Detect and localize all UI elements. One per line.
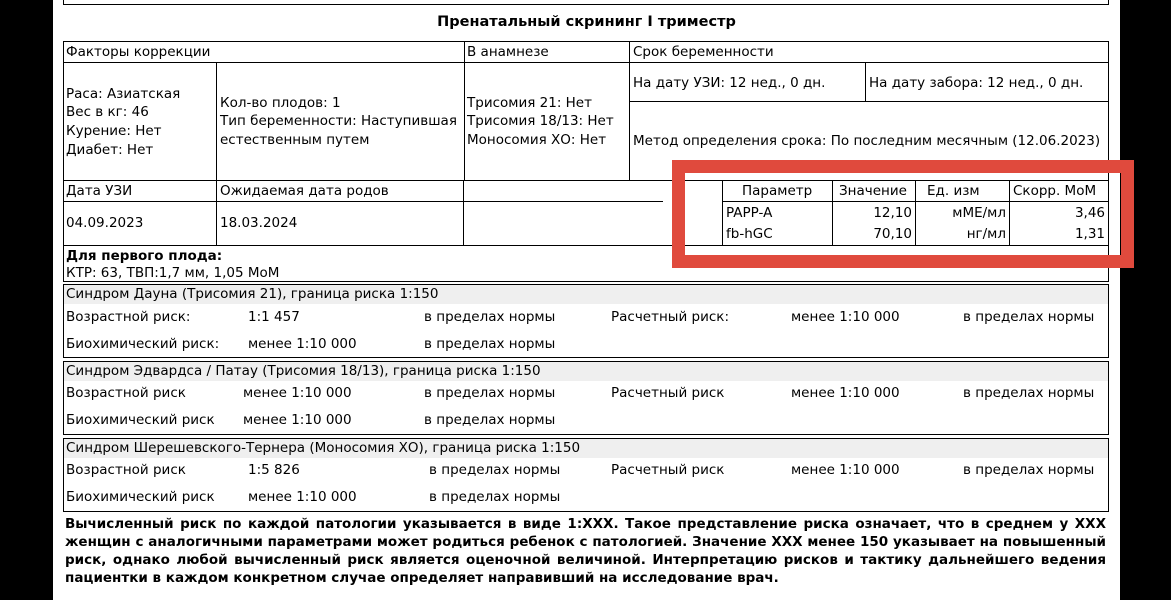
bio-risk-value: менее 1:10 000 [248, 336, 357, 352]
param-value: 70,10 [873, 226, 912, 242]
bio-risk-label: Биохимический риск [66, 489, 215, 505]
syndrome-title: Синдром Шерешевского-Тернера (Моносомия ХО), граница риска 1:150 [66, 440, 581, 456]
term-us-date: На дату УЗИ: 12 нед., 0 дн. [633, 75, 826, 91]
calc-risk-value: менее 1:10 000 [791, 462, 900, 478]
race: Раса: Азиатская [66, 86, 181, 102]
highlight-annotation-box [672, 160, 1134, 268]
calc-risk-status: в пределах нормы [963, 462, 1095, 478]
age-risk-value: менее 1:10 000 [243, 385, 352, 401]
due-date-value: 18.03.2024 [220, 215, 298, 231]
mom-header: Скорр. МоМ [1013, 183, 1097, 199]
calc-risk-status: в пределах нормы [963, 309, 1095, 325]
age-risk-status: в пределах нормы [429, 462, 561, 478]
syndrome-title: Синдром Дауна (Трисомия 21), граница риска 1:150 [66, 286, 439, 302]
age-risk-status: в пределах нормы [424, 385, 556, 401]
term-header: Срок беременности [633, 44, 774, 60]
age-risk-value: 1:5 826 [248, 462, 300, 478]
fetus-count: Кол-во плодов: 1 [220, 95, 341, 111]
age-risk-value: 1:1 457 [248, 309, 300, 325]
age-risk-label: Возрастной риск [66, 385, 186, 401]
diabetes: Диабет: Нет [66, 142, 154, 158]
anamnesis-t21: Трисомия 21: Нет [467, 95, 592, 111]
pregnancy-type-cont: естественным путем [220, 132, 370, 148]
calc-risk-value: менее 1:10 000 [791, 309, 900, 325]
calc-risk-label: Расчетный риск: [611, 309, 729, 325]
pregnancy-type: Тип беременности: Наступившая [220, 113, 457, 129]
anamnesis-header: В анамнезе [467, 44, 549, 60]
bio-risk-label: Биохимический риск [66, 412, 215, 428]
param-mom: 3,46 [1074, 205, 1105, 221]
first-fetus-values: КТР: 63, ТВП:1,7 мм, 1,05 МоМ [66, 265, 280, 281]
smoking: Курение: Нет [66, 123, 162, 139]
unit-header: Ед. изм [927, 183, 980, 199]
previous-table-edge [63, 0, 1109, 5]
calc-risk-status: в пределах нормы [963, 385, 1095, 401]
bio-risk-status: в пределах нормы [429, 489, 561, 505]
term-method: Метод определения срока: По последним месячным (12.06.2023) [633, 133, 1101, 149]
bio-risk-value: менее 1:10 000 [243, 412, 352, 428]
age-risk-status: в пределах нормы [424, 309, 556, 325]
value-header: Значение [839, 183, 907, 199]
param-unit: мМЕ/мл [952, 205, 1006, 221]
age-risk-label: Возрастной риск: [66, 309, 191, 325]
first-fetus-label: Для первого плода: [66, 248, 223, 264]
document-page [53, 0, 1120, 600]
anamnesis-t18: Трисомия 18/13: Нет [467, 113, 614, 129]
param-name: fb-hGC [726, 226, 773, 242]
param-name: PAPP-A [726, 205, 773, 221]
param-mom: 1,31 [1074, 226, 1105, 242]
us-date-value: 04.09.2023 [66, 215, 144, 231]
bio-risk-status: в пределах нормы [424, 336, 556, 352]
anamnesis-mx: Моносомия ХО: Нет [467, 132, 607, 148]
calc-risk-label: Расчетный риск [611, 462, 725, 478]
term-sample-date: На дату забора: 12 нед., 0 дн. [869, 75, 1084, 91]
factors-header: Факторы коррекции [66, 44, 211, 60]
due-date-label: Ожидаемая дата родов [220, 183, 389, 199]
param-header: Параметр [742, 183, 813, 199]
syndrome-title: Синдром Эдвардса / Патау (Трисомия 18/13), граница риска 1:150 [66, 363, 541, 379]
param-value: 12,10 [873, 205, 912, 221]
age-risk-label: Возрастной риск [66, 462, 186, 478]
us-date-label: Дата УЗИ [66, 183, 133, 199]
page-title: Пренатальный скрининг I триместр [437, 14, 736, 30]
calc-risk-label: Расчетный риск [611, 385, 725, 401]
bio-risk-status: в пределах нормы [424, 412, 556, 428]
param-unit: нг/мл [966, 226, 1006, 242]
bio-risk-label: Биохимический риск: [66, 336, 220, 352]
calc-risk-value: менее 1:10 000 [791, 385, 900, 401]
bio-risk-value: менее 1:10 000 [248, 489, 357, 505]
risk-explanation-note: Вычисленный риск по каждой патологии указывается в виде 1:ХХХ. Такое представление риска означает, что в среднем у ХХХ женщин с аналогичными параметрами может родиться ребенок с патологией. Значение ХХХ менее 150 указывает на повышенный риск, однако любой вычисленный риск является оценочной величиной. Интерпретацию рисков и тактику дальнейшего ведения пациентки в каждом конкретном случае определяет направивший на исследование врач. [65, 516, 1106, 586]
weight: Вес в кг: 46 [66, 104, 149, 120]
